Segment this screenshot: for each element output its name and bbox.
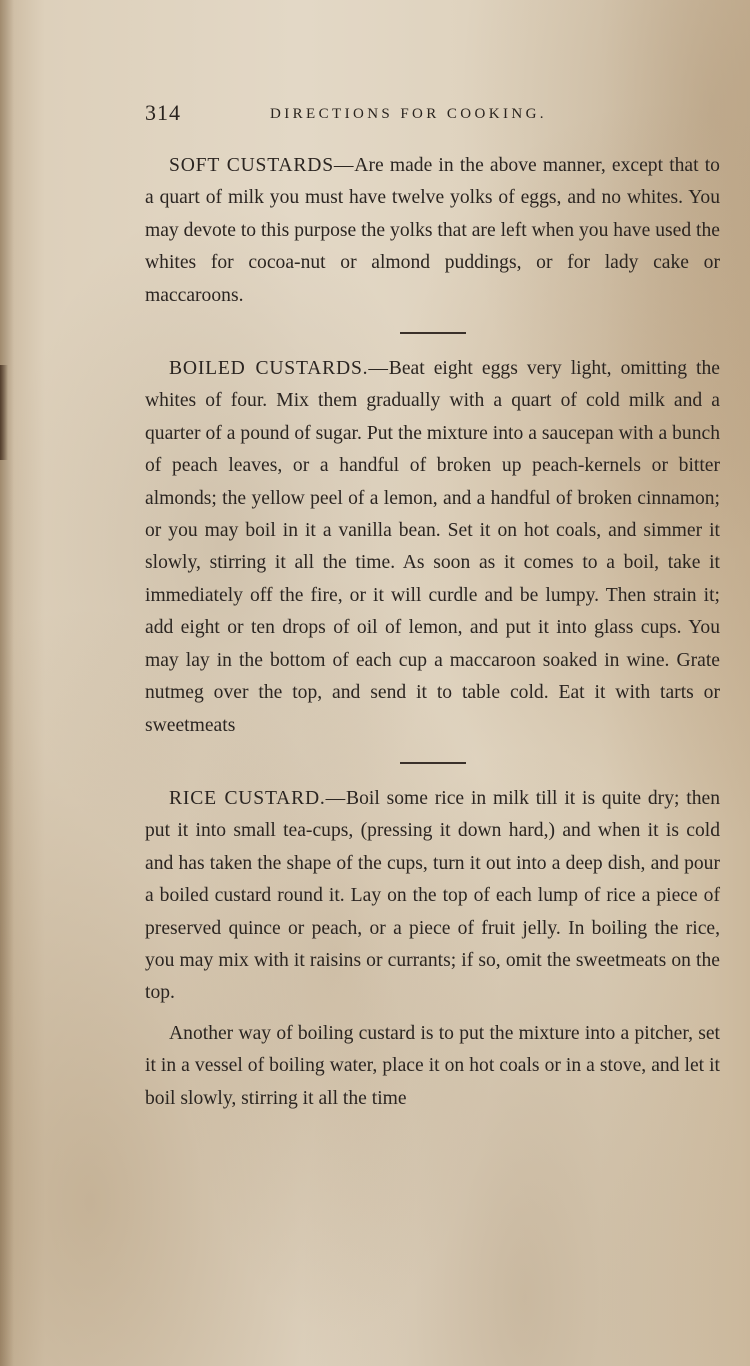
page-header [145,100,715,130]
soft-custards-paragraph [145,150,720,312]
rice-custard-paragraph [145,783,720,1010]
rice-custard-text: Boil some rice in milk till it is quite dry; then put it into small tea-cups, (pressing it down hard,) and when it is cold and has taken the shape of the cups, turn it out into a deep dish, and pour a boiled custard round it. Lay on the top of each lump of rice a piece of preserved quince or peach, or a piece of fruit jelly. In boiling the rice, you may mix with it raisins or currants; if so, omit the sweetmeats on the top. [145,787,720,1004]
section-divider [400,762,466,764]
paragraph-gap [145,1010,720,1018]
section-divider [400,332,466,334]
boiled-custards-text: Beat eight eggs very light, omitting the whites of four. Mix them gradually with a quart of cold milk and a quarter of a pound of sugar. Put the mixture into a saucepan with a bunch of peach leaves, or a handful of broken up peach-kernels or bitter almonds; the yellow peel of a lemon, and a handful of broken cinnamon; or you may boil in it a vanilla bean. Set it on hot coals, and simmer it slowly, stirring it all the time. As soon as it comes to a boil, take it immediately off the fire, or it will curdle and be lumpy. Then strain it; add eight or ten drops of oil of lemon, and put it into glass cups. You may lay in the bottom of each cup a maccaroon soaked in wine. Grate nutmeg over the top, and send it to table cold. Eat it with tarts or sweetmeats [145,358,720,736]
another-way-paragraph [145,1018,720,1115]
binding-mark [0,365,8,460]
soft-custards-heading: SOFT CUSTARDS— [169,155,355,176]
page-edge-shadow [0,0,14,1366]
boiled-custards-paragraph [145,353,720,742]
rice-custard-heading: RICE CUSTARD.— [169,787,347,809]
another-way-text: Another way of boiling custard is to put the mixture into a pitcher, set it in a vessel of boiling water, place it on hot coals or in a stove, and let it boil slowly, stirring it all the time [145,1022,720,1109]
boiled-custards-heading: BOILED CUSTARDS.— [169,358,389,380]
page-number: 314 [145,100,181,125]
running-head: DIRECTIONS FOR COOKING. [270,106,547,122]
soft-custards-text: Are made in the above manner, except that to a quart of milk you must have twelve yolks of eggs, and no whites. You may devote to this purpose the yolks that are left when you have used the whites for cocoa-nut or almond puddings, or for lady cake or maccaroons. [145,155,720,306]
page-content [145,150,720,1115]
